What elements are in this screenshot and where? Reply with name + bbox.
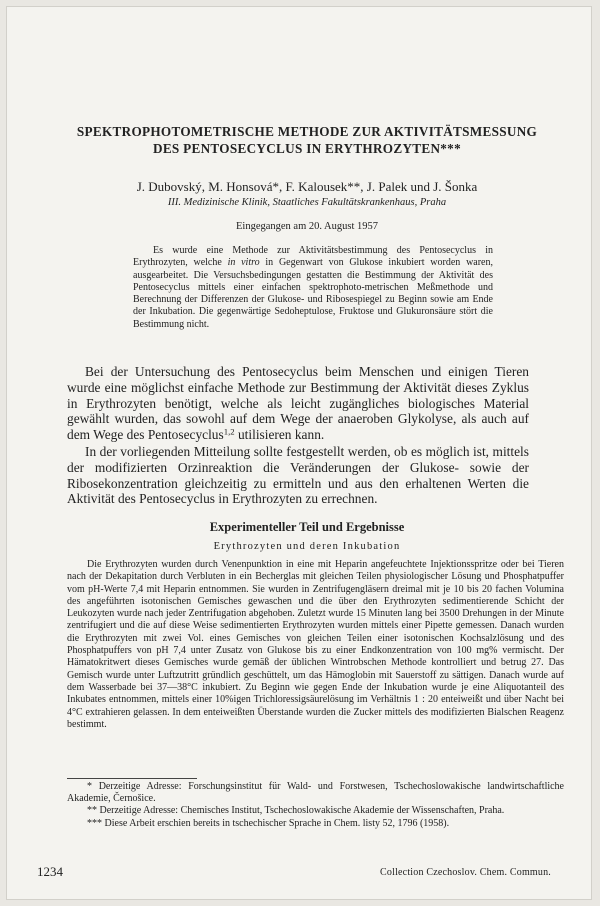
footnote-3: *** Diese Arbeit erschien bereits in tschechischer Sprache in Chem. listy 52, 1796 (1958).	[87, 817, 450, 829]
author-list: J. Dubovský, M. Honsová*, F. Kalousek**, J. Palek und J. Šonka	[136, 179, 478, 194]
paper-page	[6, 6, 592, 900]
received-date: Eingegangen am 20. August 1957	[235, 221, 379, 232]
affiliation: III. Medizinische Klinik, Staatliches Fakultätskrankenhaus, Praha	[167, 197, 447, 208]
intro-paragraph-1-end: utilisieren kann.	[234, 427, 325, 443]
abstract	[133, 245, 493, 331]
intro-paragraph-1-text: Bei der Untersuchung des Pentosecyclus beim Menschen und einigen Tieren wurde eine möglichst einfache Methode zur Bestimmung der Aktivität dieses Zyklus in Erythrozyten benötigt, welche als leicht zugängliches biologisches Material gewählt wurden, das sowohl auf dem Wege der anaeroben Glykolyse, als auch auf dem Wege des Pentosecyclus	[67, 364, 529, 443]
intro-paragraph-1	[67, 364, 529, 443]
journal-name: Collection Czechoslov. Chem. Commun.	[380, 867, 551, 878]
abstract-emphasis: in vitro	[227, 257, 260, 269]
section-heading: Experimenteller Teil und Ergebnisse	[209, 520, 405, 534]
page-number: 1234	[37, 864, 63, 879]
body-paragraph: Die Erythrozyten wurden durch Venenpunktion in eine mit Heparin angefeuchtete Injektionsspritze oder bei Tieren nach der Dekapitation durch Verbluten in ein Becherglas mit gleichen Teilen physiologischer Lösung und Phosphatpuffer vom pH-Werte 7,4 mit Heparin entnommen. Sie wurden in Zentrifugengläsern dreimal mit je 10 bis 20 fachen Volumina des angeführten isotonischen Gemisches gewaschen und die über den Erythrozyten sedimentierende Schicht der Leukozyten wurde nach jeder Zentrifugation abgehoben. Zuletzt wurde 15 Minuten lang bei 3500 Drehungen in der Minute zentrifugiert und die auf diese Weise sedimentierten Erythrozyten wurden mittels einer Pipette gemessen. Danach wurden die Erythrozyten mit zwei Vol. eines Gemisches von gleichen Teilen einer isotonischen Kochsalzlösung und des Phosphatpuffers von pH 7,4 unter Zusatz von Glukose bis zu einer Endkonzentration von 100 mg% vermischt. Der Hämatokritwert dieses Gemisches wurde gemäß der üblichen Wintrobschen Methode kontrolliert und betrug 27. Das Gemisch wurde unter Luftzutritt gründlich geschüttelt, um das Hämoglobin mit Sauerstoff zu sättigen. Danach wurde auf dem Wasserbade bei 37—38°C inkubiert. Zu Beginn wie gegen Ende der Inkubation wurde je eine Aliquotanteil des Inkubates entnommen, mittels einer 10%igen Trichloressigsäurelösung im Verhältnis 1 : 20 enteiweißt und über Nacht bei 4°C extrahieren gelassen. In dem enteiweißten Überstande wurden die Zucker mittels des modifizierten Bialschen Reagenz bestimmt.	[67, 559, 564, 730]
subsection-heading: Erythrozyten und deren Inkubation	[213, 541, 401, 552]
paper-title-line-2: DES PENTOSECYCLUS IN ERYTHROZYTEN***	[153, 141, 461, 156]
footnote-rule	[67, 778, 197, 779]
intro-paragraph-2: In der vorliegenden Mitteilung sollte festgestellt werden, ob es möglich ist, mittels der modifizierten Orzinreaktion die Veränderungen der Glukose- sowie der Ribosekonzentration gleichzeitig zu ermitteln und aus den erhaltenen Werten die Aktivität des Pentosecyclus in Erythrozyten zu errechnen.	[67, 444, 529, 507]
abstract-part-1: Es wurde eine Methode zur Aktivitätsbestimmung des Pentosecyclus in Erythrozyten, welche	[133, 245, 493, 269]
reference-marker: 1,2	[223, 426, 235, 437]
footnotes	[67, 781, 564, 830]
footnote-2: ** Derzeitige Adresse: Chemisches Institut, Tschechoslowakische Akademie der Wissenschaften, Praha.	[87, 805, 505, 817]
paper-title-line-1: SPEKTROPHOTOMETRISCHE METHODE ZUR AKTIVITÄTSMESSUNG	[76, 124, 538, 139]
abstract-part-2: in Gegenwart von Glukose inkubiert worden waren, ausgearbeitet. Die Versuchsbedingungen gestatten die Bestimmung der Aktivität des Pentosecyclus mittels einer einfachen spektrophoto-metrischen Meßmethode und Berechnung der Differenzen der Glukose- und Ribosespiegel zu Beginn sowie am Ende der Inkubation. Die gegenwärtige Sedoheptulose, Fruktose und Glukuronsäure stört die Bestimmung nicht.	[133, 257, 493, 330]
footnote-1: * Derzeitige Adresse: Forschungsinstitut für Wald- und Forstwesen, Tschechoslowakische landwirtschaftliche Akademie, Černošice.	[67, 781, 564, 805]
